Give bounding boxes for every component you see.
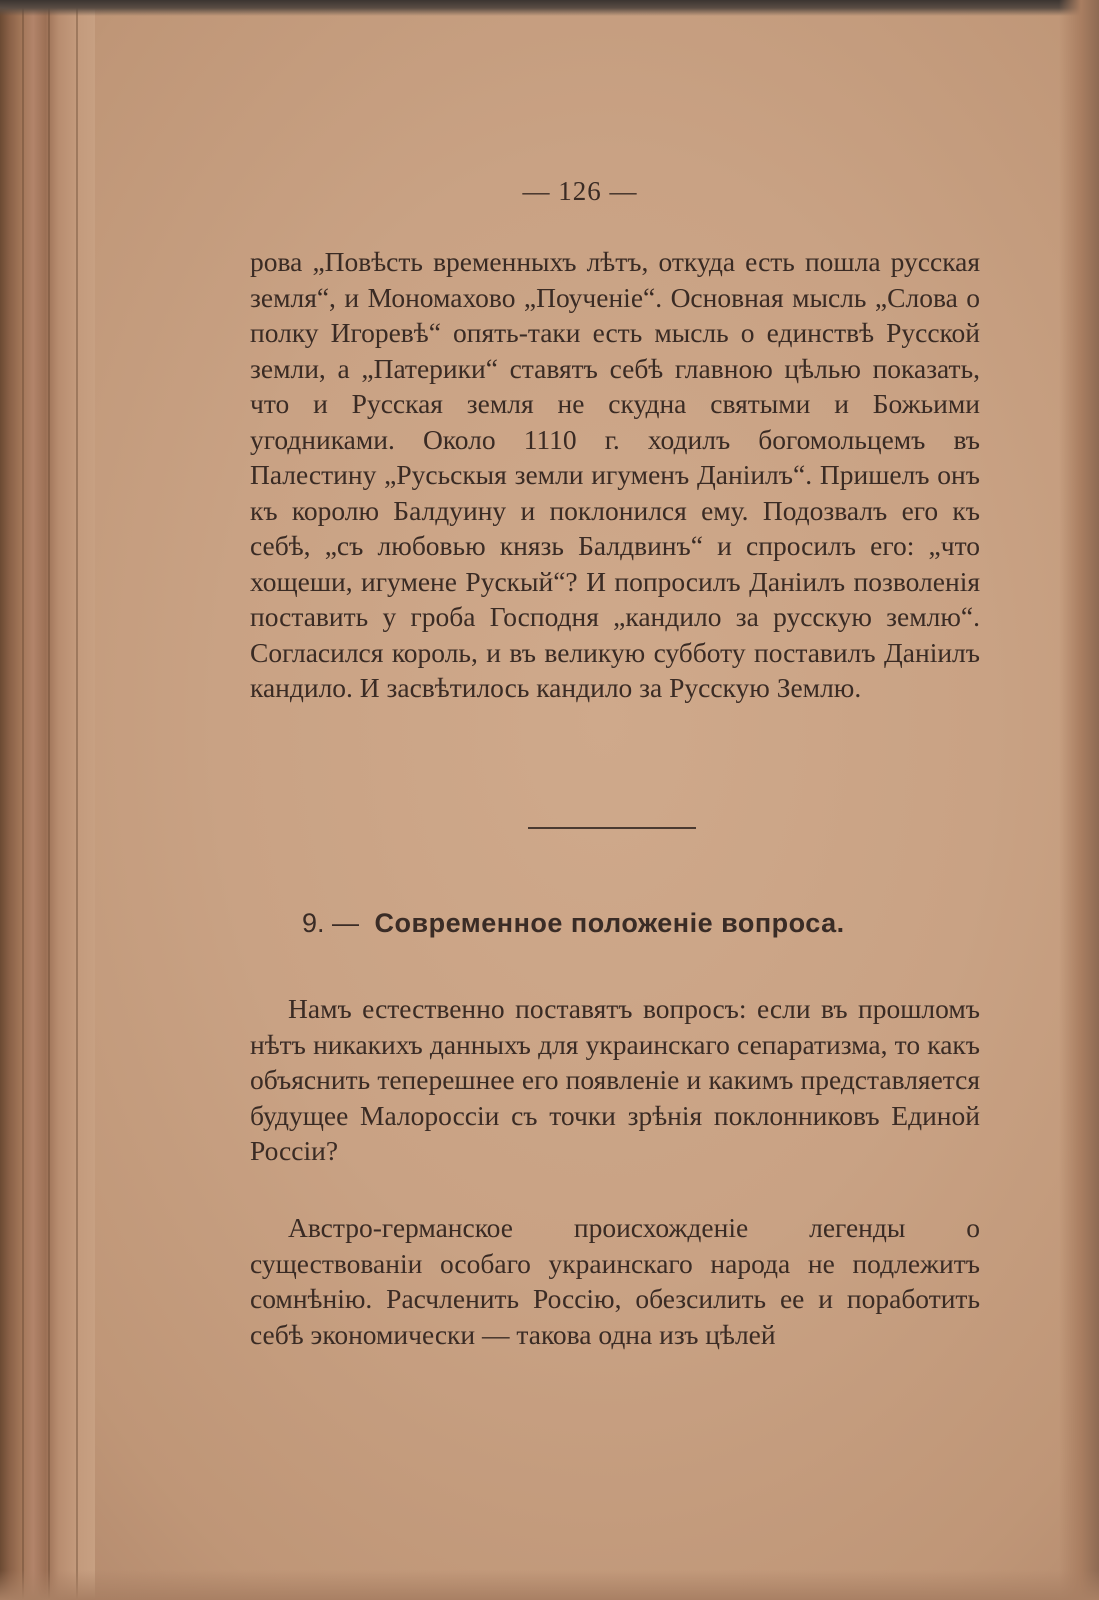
page-top-edge (0, 0, 1099, 16)
section-divider (528, 827, 696, 829)
paragraph-1: рова „Повѣсть временныхъ лѣтъ, откуда есть пошла русская земля“, и Мономахово „Поученіе“. Основная мысль „Слова о полку Игоревѣ“ опять-таки есть мысль о единствѣ Русской земли, а „Патерики“ ставятъ себѣ главною цѣлью показать, что и Русская земля не скудна святыми и Божьими угодниками. Около 1110 г. ходилъ богомольцемъ въ Палестину „Русьскыя земли игуменъ Даніилъ“. Пришелъ онъ къ королю Балдуину и поклонился ему. Подозвалъ его къ себѣ, „съ любовью князь Балдвинъ“ и спросилъ его: „что хощеши, игумене Рускый“? И попросилъ Даніилъ позволенія поставить у гроба Господня „кандило за русскую землю“. Согласился король, и въ великую субботу поставилъ Даніилъ кандило. И засвѣтилось кандило за Русскую Землю. (250, 246, 980, 703)
page-number: — 126 — (522, 176, 638, 206)
section-heading (302, 908, 845, 939)
paragraph-3: Австро-германское происхожденіе легенды о существованіи особаго украинскаго народа не подлежитъ сомнѣнію. Расчленить Россію, обезсилить ее и поработить себѣ экономически — такова одна изъ цѣлей (250, 1212, 980, 1350)
spine-edge-line (76, 0, 78, 1600)
spine-edge-line (22, 0, 24, 1600)
page-right-edge (1059, 0, 1099, 1600)
section-title: Современное положеніе вопроса. (374, 908, 845, 938)
spine-edge-line (48, 0, 50, 1600)
section-number: 9. — (302, 908, 360, 938)
paragraph-2: Намъ естественно поставятъ вопросъ: если въ прошломъ нѣтъ никакихъ данныхъ для украинскаго сепаратизма, то какъ объяснить теперешнее его появленіе и какимъ представляется будущее Малороссіи съ точки зрѣнія поклонниковъ Единой Россіи? (250, 993, 980, 1166)
page-bottom-edge (0, 1570, 1099, 1600)
